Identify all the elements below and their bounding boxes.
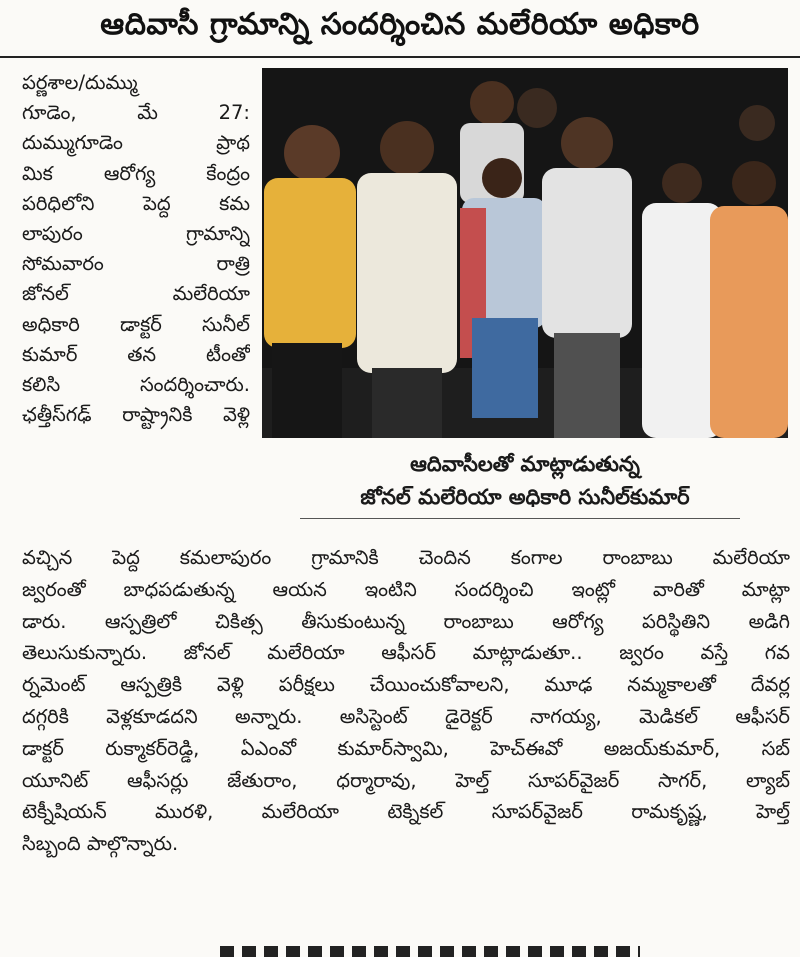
news-photo [262,68,788,438]
body-line: తెలుసుకున్నారు. జోనల్ మలేరియా ఆఫీసర్ మాట్లాడుతూ.. జ్వరం వస్తే గవ [22,641,790,665]
left-column-line: కలిసి సందర్శించారు. [22,372,250,396]
next-article-headline-cropped [220,944,640,957]
photo-caption-line: ఆదివాసీలతో మాట్లాడుతున్న [410,452,640,476]
left-column-line: కుమార్ తన టీంతో [22,342,250,366]
left-column-line: జోనల్ మలేరియా [22,282,250,306]
body-line: ర్నమెంట్ ఆస్పత్రికి వెళ్లి పరీక్షలు చేయించుకోవాలని, మూఢ నమ్మకాలతో దేవర్ల [22,673,790,697]
left-column-line: ఛత్తీస్‌గఢ్ రాష్ట్రానికి వెళ్లి [22,403,250,427]
body-line: డాక్టర్ రుక్మాకర్‌రెడ్డి, ఏఎంవో కుమార్‌స్వామి, హెచ్‌ఈవో అజయ్‌కుమార్, సబ్ [22,736,790,760]
left-column-text [22,68,250,430]
article-headline: ఆదివాసీ గ్రామాన్ని సందర్శించిన మలేరియా అధికారి [0,0,800,58]
left-column-line: మిక ఆరోగ్య కేంద్రం [22,161,250,185]
group-photo-illustration [262,68,788,438]
cropped-text-strip [220,946,640,957]
left-column-line: అధికారి డాక్టర్ సునీల్ [22,312,250,336]
body-line: టెక్నీషియన్ మురళి, మలేరియా టెక్నికల్ సూపర్‌వైజర్ రామకృష్ణ, హెల్త్ [22,800,790,824]
left-column-line: గూడెం, మే 27: [22,101,250,125]
left-column-line: లాపురం గ్రామాన్ని [22,221,250,245]
body-line: డారు. ఆస్పత్రిలో చికిత్స తీసుకుంటున్న రాంబాబు ఆరోగ్య పరిస్థితిని అడిగి [22,609,790,633]
left-column-line: సోమవారం రాత్రి [22,252,250,276]
caption-divider [300,518,740,519]
article-body [22,542,790,860]
body-line: సిబ్బంది పాల్గొన్నారు. [22,832,179,856]
left-column-line: దుమ్ముగూడెం ప్రాథ [22,131,250,155]
left-column-line: పరిధిలోని పెద్ద కమ [22,191,250,215]
photo-caption [262,448,788,514]
body-line: జ్వరంతో బాధపడుతున్న ఆయన ఇంటిని సందర్శించి ఇంట్లో వారితో మాట్లా [22,577,790,601]
body-line: యూనిట్ ఆఫీసర్లు జేతురాం, ధర్మారావు, హెల్త్ సూపర్‌వైజర్ సాగర్, ల్యాబ్ [22,768,790,792]
body-line: దగ్గరికి వెళ్లకూడదని అన్నారు. అసిస్టెంట్ డైరెక్టర్ నాగయ్య, మెడికల్ ఆఫీసర్ [22,704,790,728]
photo-caption-line: జోనల్ మలేరియా అధికారి సునీల్‌కుమార్ [360,485,690,509]
left-column-line: పర్ణశాల/దుమ్ము [22,71,138,94]
body-line: వచ్చిన పెద్ద కమలాపురం గ్రామానికి చెందిన కంగాల రాంబాబు మలేరియా [22,546,790,569]
